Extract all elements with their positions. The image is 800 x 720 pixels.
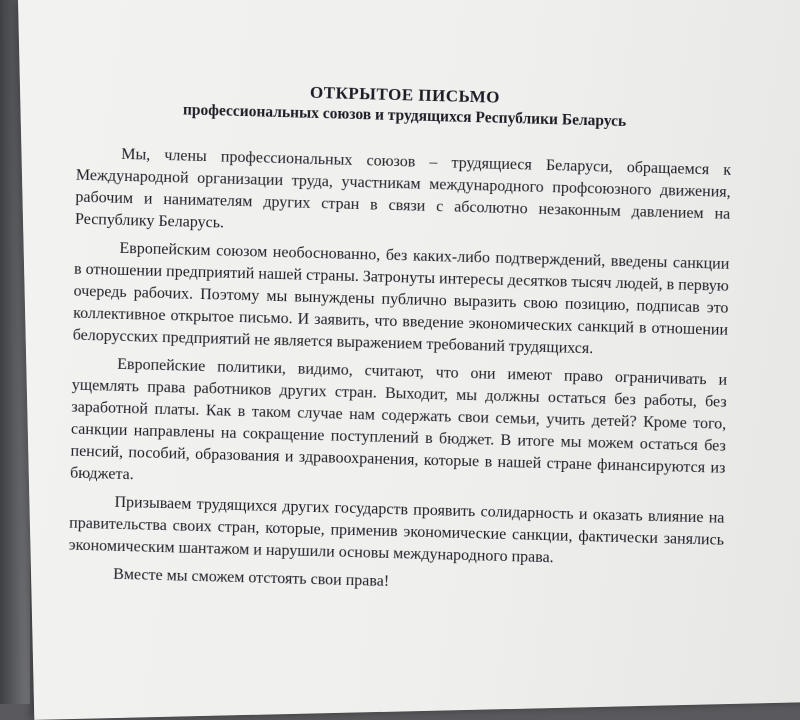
paragraph-3: Европейские политики, видимо, считают, что они имеют право ограничивать и ущемлять права работников других стран. Выходит, мы должны остаться без работы, без заработной платы. Как в таком случае нам содержать свои семьи, учить детей? Кроме того, санкции направлены на сокращение поступлений в бюджет. В итоге мы можем остаться без пенсий, пособий, образования и здравоохранения, которые в нашей стране финансируются из бюджета.	[69, 355, 728, 484]
paper-sheet	[18, 0, 800, 720]
paragraph-2: Европейским союзом необоснованно, без каких-либо подтверждений, введены санкции в отношении предприятий нашей страны. Затронуты интересы десятков тысяч людей, в первую очередь рабочих. Поэтому мы вынуждены публично выразить свою позицию, подписав это коллективное открытое письмо. И заявить, что введение экономических санкций в отношении белорусских предприятий не является выражением требований трудящихся.	[72, 239, 730, 358]
paragraph-1: Мы, члены профессиональных союзов – трудящиеся Беларуси, обращаемся к Международной организации труда, участникам международного профсоюзного движения, рабочим и нанимателям других стран в связи с абсолютно незаконным давлением на Республику Беларусь.	[74, 145, 732, 232]
paragraph-4: Призываем трудящихся других государств проявить солидарность и оказать влияние на правительства своих стран, которые, применив экономические санкции, фактически занялись экономическим шантажом и нарушили основы международного права.	[68, 493, 725, 567]
paragraph-5: Вместе мы сможем отстоять свои права!	[113, 565, 390, 590]
letter-title: ОТКРЫТОЕ ПИСЬМО	[309, 82, 501, 107]
letter-subtitle: профессиональных союзов и трудящихся Республики Беларусь	[182, 101, 627, 131]
letter-body	[68, 77, 733, 608]
